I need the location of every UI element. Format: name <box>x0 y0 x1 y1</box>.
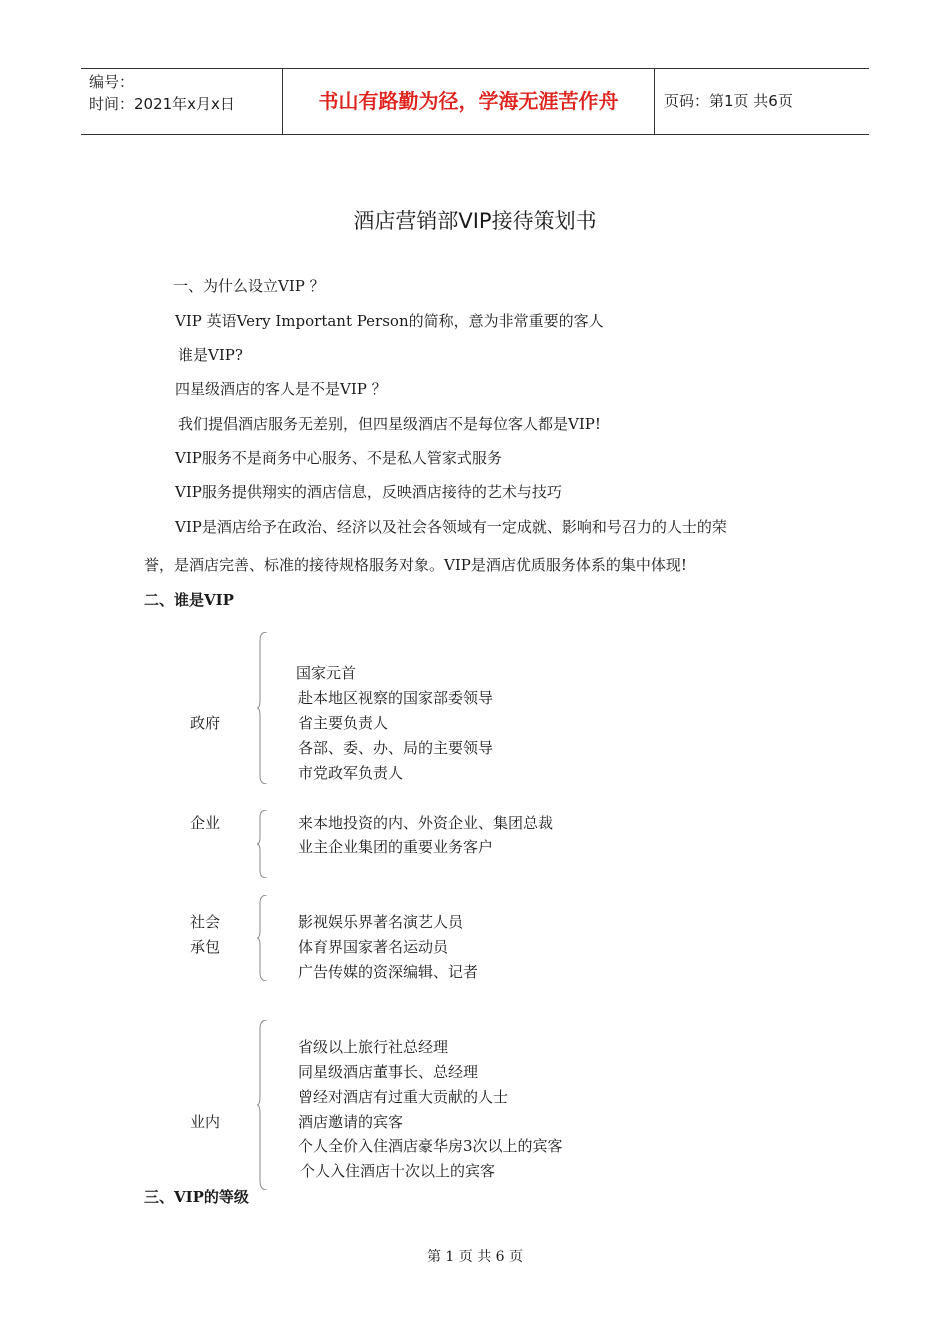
group-item: 省级以上旅行社总经理 <box>298 1038 449 1056</box>
group-item: 个人入住酒店十次以上的宾客 <box>300 1162 496 1180</box>
section1-line: VIP服务不是商务中心服务、不是私人管家式服务 <box>175 449 502 467</box>
section1-line: VIP是酒店给予在政治、经济以及社会各领域有一定成就、影响和号召力的人士的荣 <box>175 518 727 536</box>
group-item: 个人全价入住酒店豪华房3次以上的宾客 <box>298 1137 563 1155</box>
section2-heading: 二、谁是VIP <box>144 591 234 609</box>
group-item: 体育界国家著名运动员 <box>298 938 449 956</box>
brace-government <box>257 632 269 784</box>
group-label-enterprise: 企业 <box>190 814 221 832</box>
section1-heading: 一、为什么设立VIP ？ <box>173 277 325 295</box>
brace-society <box>257 895 269 981</box>
brace-industry <box>257 1020 269 1190</box>
section1-line: 谁是VIP? <box>178 346 243 364</box>
group-label-society-line1: 社会 <box>190 913 221 931</box>
group-item: 各部、委、办、局的主要领导 <box>298 739 494 757</box>
group-item: 酒店邀请的宾客 <box>298 1113 404 1131</box>
group-item: 省主要负责人 <box>298 714 389 732</box>
section1-line: VIP服务提供翔实的酒店信息，反映酒店接待的艺术与技巧 <box>175 483 562 501</box>
group-item: 影视娱乐界著名演艺人员 <box>298 913 464 931</box>
brace-enterprise <box>257 810 269 878</box>
section1-line: 四星级酒店的客人是不是VIP ？ <box>175 380 387 398</box>
group-item: 赴本地区视察的国家部委领导 <box>298 689 494 707</box>
header-motto: 书山有路勤为径，学海无涯苦作舟 <box>282 69 655 134</box>
section3-heading: 三、VIP的等级 <box>144 1188 249 1206</box>
header-page-info: 页码：第1页 共6页 <box>664 92 793 110</box>
page-footer: 第 1 页 共 6 页 <box>426 1249 524 1265</box>
section1-line: 我们提倡酒店服务无差别，但四星级酒店不是每位客人都是VIP! <box>178 415 601 433</box>
section1-line: VIP 英语Very Important Person的简称，意为非常重要的客人 <box>175 312 604 330</box>
group-label-government: 政府 <box>190 714 221 732</box>
group-label-industry: 业内 <box>190 1113 221 1131</box>
group-item: 国家元首 <box>296 664 357 682</box>
group-item: 业主企业集团的重要业务客户 <box>298 838 494 856</box>
group-item: 市党政军负责人 <box>298 764 404 782</box>
group-item: 广告传媒的资深编辑、记者 <box>298 963 479 981</box>
header-time: 时间：2021年x月x日 <box>89 95 235 113</box>
group-item: 曾经对酒店有过重大贡献的人士 <box>298 1088 509 1106</box>
group-item: 同星级酒店董事长、总经理 <box>298 1063 479 1081</box>
group-item: 来本地投资的内、外资企业、集团总裁 <box>298 814 554 832</box>
section1-line: 誉，是酒店完善、标准的接待规格服务对象。VIP是酒店优质服务体系的集中体现! <box>144 556 687 574</box>
document-title: 酒店营销部VIP接待策划书 <box>353 209 597 233</box>
page-header <box>81 68 869 135</box>
header-number: 编号： <box>89 73 135 91</box>
group-label-society-line2: 承包 <box>190 938 221 956</box>
header-left-cell <box>81 69 282 134</box>
